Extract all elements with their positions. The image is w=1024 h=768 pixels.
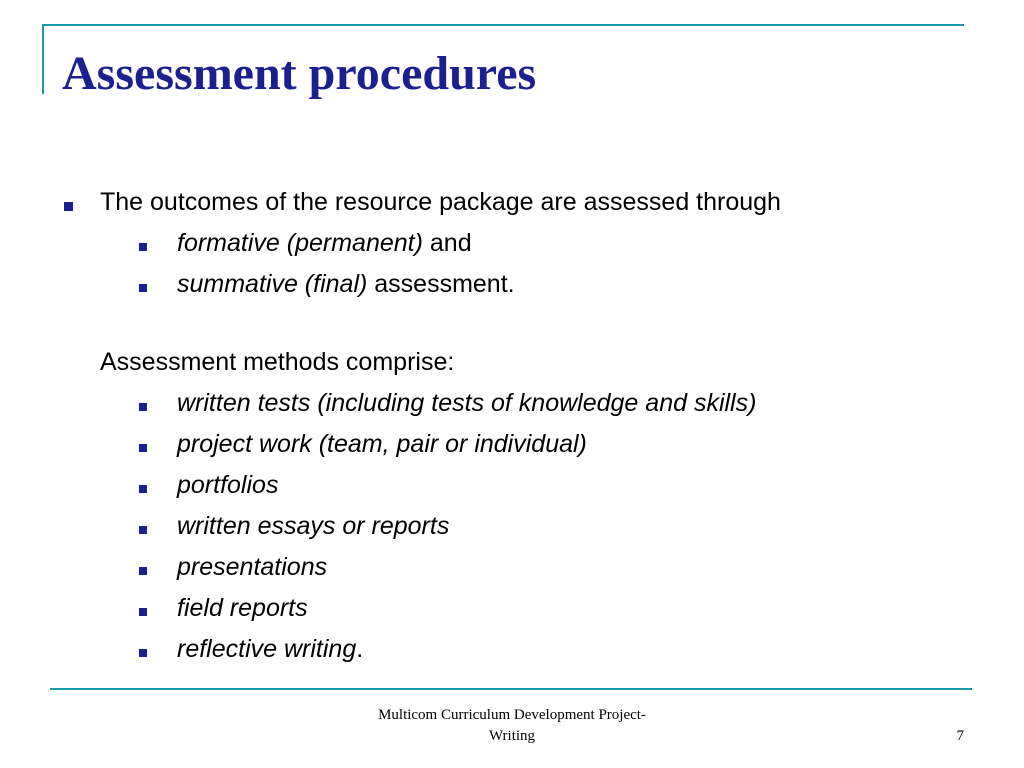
item-emphasis: reflective writing <box>177 635 357 663</box>
bullet-icon <box>139 526 147 534</box>
assessment-type-item <box>177 269 515 299</box>
item-rest: and <box>422 229 472 257</box>
assessment-type-item <box>177 228 472 258</box>
method-item <box>177 552 327 582</box>
method-item <box>177 634 363 664</box>
method-item <box>177 511 449 541</box>
intro-text: The outcomes of the resource package are assessed through <box>100 188 781 216</box>
methods-heading: Assessment methods comprise: <box>100 348 455 376</box>
footer-line-1: Multicom Curriculum Development Project- <box>378 707 646 723</box>
bullet-icon <box>64 202 73 211</box>
item-emphasis: written tests (including tests of knowledge and skills) <box>177 389 757 417</box>
method-item <box>177 470 278 500</box>
item-rest: . <box>356 635 364 663</box>
frame-top-line <box>42 24 964 26</box>
item-emphasis: written essays or reports <box>177 512 450 540</box>
bullet-icon <box>139 403 147 411</box>
bullet-icon <box>139 243 147 251</box>
method-item <box>177 429 587 459</box>
item-emphasis: formative (permanent) <box>177 229 423 257</box>
bullet-icon <box>139 567 147 575</box>
item-emphasis: portfolios <box>177 471 279 499</box>
footer-line-2: Writing <box>488 728 536 744</box>
item-emphasis: field reports <box>177 594 308 622</box>
bullet-icon <box>139 608 147 616</box>
bullet-icon <box>139 444 147 452</box>
frame-left-line <box>42 24 44 94</box>
page-number: 7 <box>956 728 964 744</box>
item-emphasis: project work (team, pair or individual) <box>177 430 587 458</box>
bullet-icon <box>139 485 147 493</box>
method-item <box>177 388 756 418</box>
slide-title: Assessment procedures <box>62 47 537 100</box>
footer-divider <box>50 688 972 690</box>
item-rest: assessment. <box>367 270 515 298</box>
method-item <box>177 593 308 623</box>
item-emphasis: presentations <box>177 553 328 581</box>
bullet-icon <box>139 649 147 657</box>
bullet-icon <box>139 284 147 292</box>
footer-caption <box>362 705 662 747</box>
item-emphasis: summative (final) <box>177 270 368 298</box>
